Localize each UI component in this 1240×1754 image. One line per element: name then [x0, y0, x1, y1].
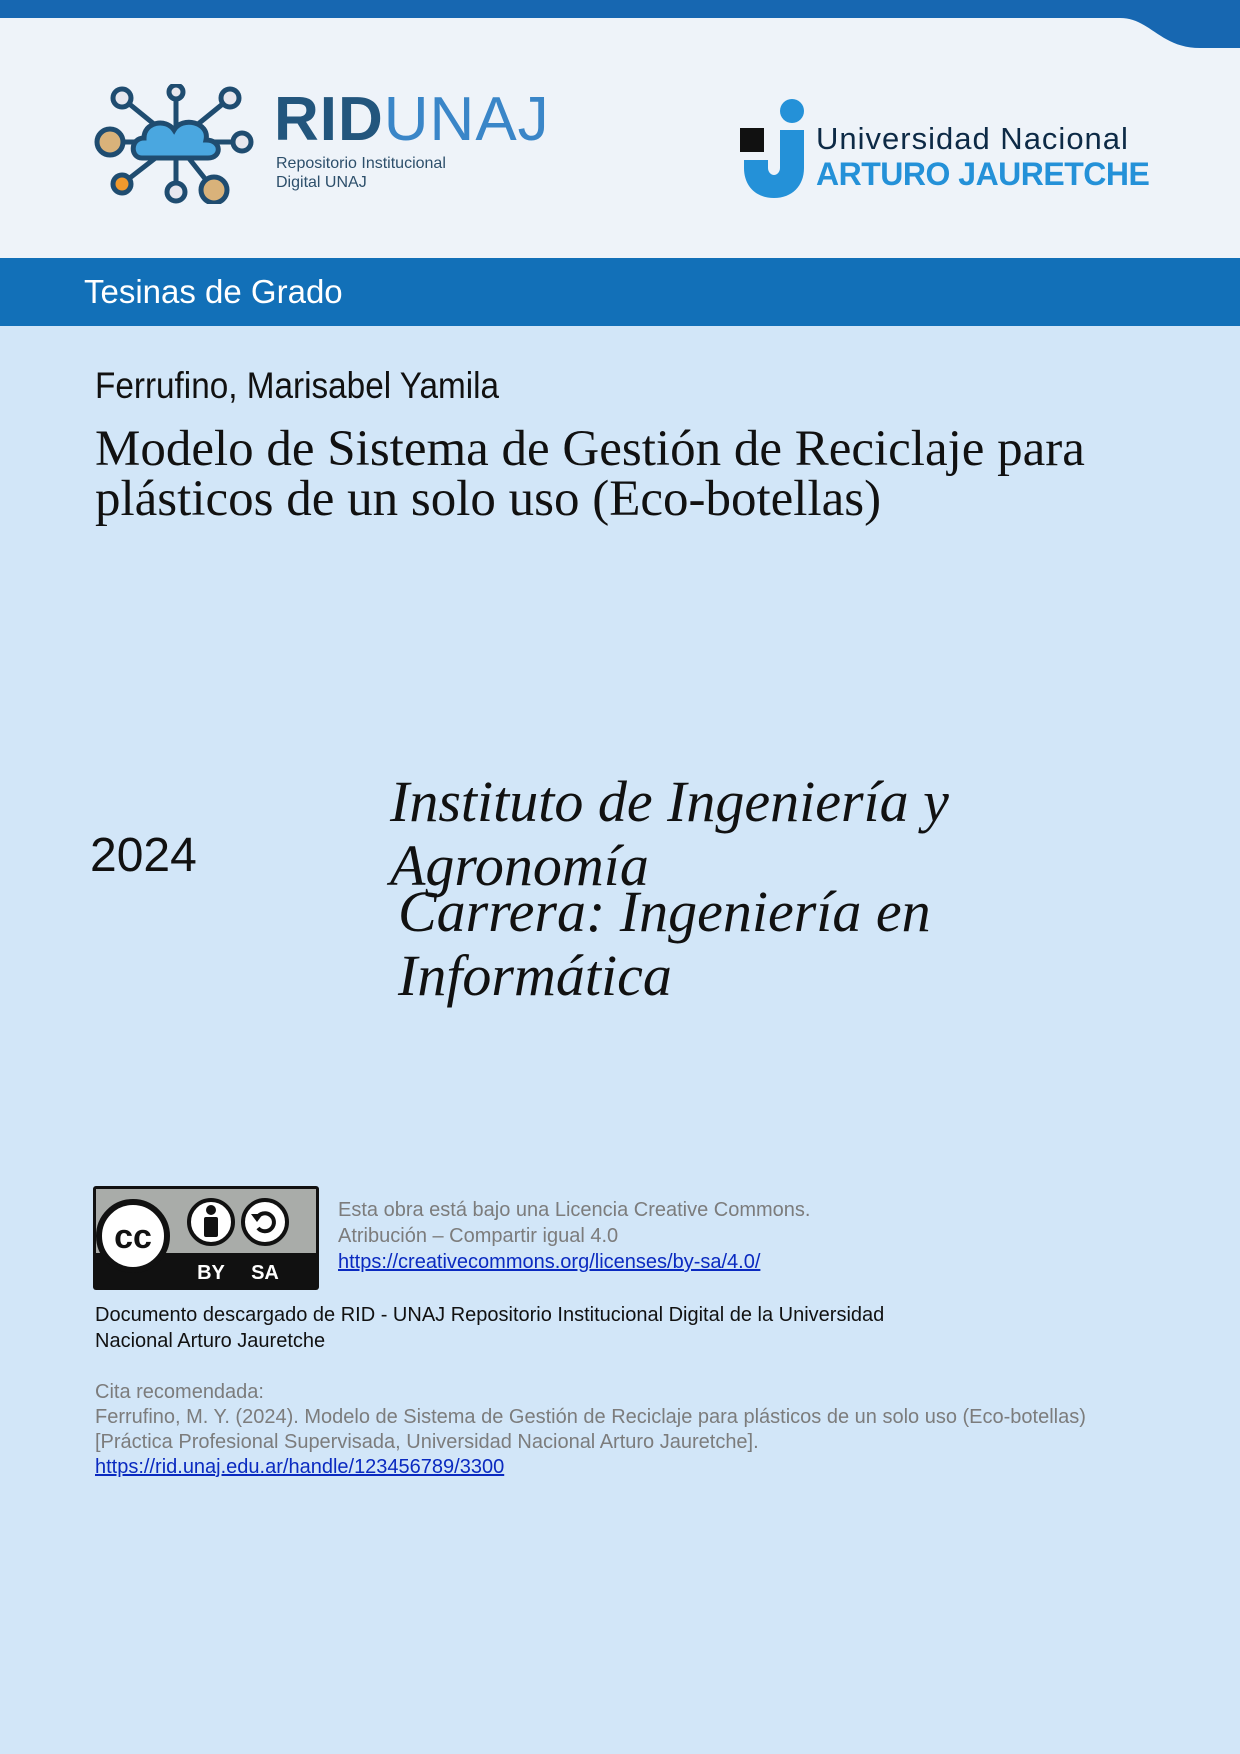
corner-curve-decoration [1080, 0, 1240, 50]
institute-name: Instituto de Ingeniería y Agronomía [390, 769, 949, 898]
ridunaj-wordmark: RIDUNAJ [274, 85, 550, 154]
badge-by-label: BY [197, 1262, 225, 1284]
by-icon [189, 1200, 233, 1244]
unaj-name-line2: ARTURO JAURETCHE [816, 156, 1150, 192]
unaj-university-logo[interactable] [740, 98, 1150, 200]
unaj-j-mark-icon [740, 98, 808, 200]
badge-sa-label: SA [251, 1262, 279, 1284]
svg-text:cc: cc [114, 1218, 152, 1256]
cloud-network-icon [92, 84, 260, 204]
sa-icon [243, 1200, 287, 1244]
top-strip [0, 0, 1240, 18]
author-name: Ferrufino, Marisabel Yamila [95, 365, 500, 406]
ridunaj-logo[interactable] [92, 84, 550, 204]
license-link[interactable]: https://creativecommons.org/licenses/by-sa/4.0/ [338, 1251, 761, 1273]
ridunaj-subtitle: Repositorio Institucional Digital UNAJ [276, 155, 446, 191]
cc-by-sa-badge[interactable] [93, 1186, 319, 1290]
header [0, 0, 1240, 258]
citation-link[interactable]: https://rid.unaj.edu.ar/handle/123456789/3300 [95, 1456, 505, 1478]
cc-icon [99, 1202, 167, 1270]
category-band [0, 258, 1240, 326]
recommended-citation: Cita recomendada: Ferrufino, M. Y. (2024). Modelo de Sistema de Gestión de Reciclaje para plásticos de un solo uso (Eco-botellas) [Práctica Profesional Supervisada, Universidad Nacional Arturo Jauretche]. https://rid.unaj.edu.ar/handle/123456789/3300 [95, 1380, 1205, 1480]
publication-year: 2024 [90, 829, 197, 882]
license-text: Esta obra está bajo una Licencia Creative Commons. Atribución – Compartir igual 4.0 https://creativecommons.org/licenses/by-sa/4.0/ [338, 1199, 811, 1273]
unaj-name-line1: Universidad Nacional [816, 121, 1129, 156]
category-label: Tesinas de Grado [84, 273, 343, 310]
document-title: Modelo de Sistema de Gestión de Reciclaje para plásticos de un solo uso (Eco-botellas) [95, 421, 1085, 527]
download-notice: Documento descargado de RID - UNAJ Repositorio Institucional Digital de la Universidad Nacional Arturo Jauretche [95, 1304, 885, 1352]
career-name: Carrera: Ingeniería en Informática [398, 879, 931, 1008]
